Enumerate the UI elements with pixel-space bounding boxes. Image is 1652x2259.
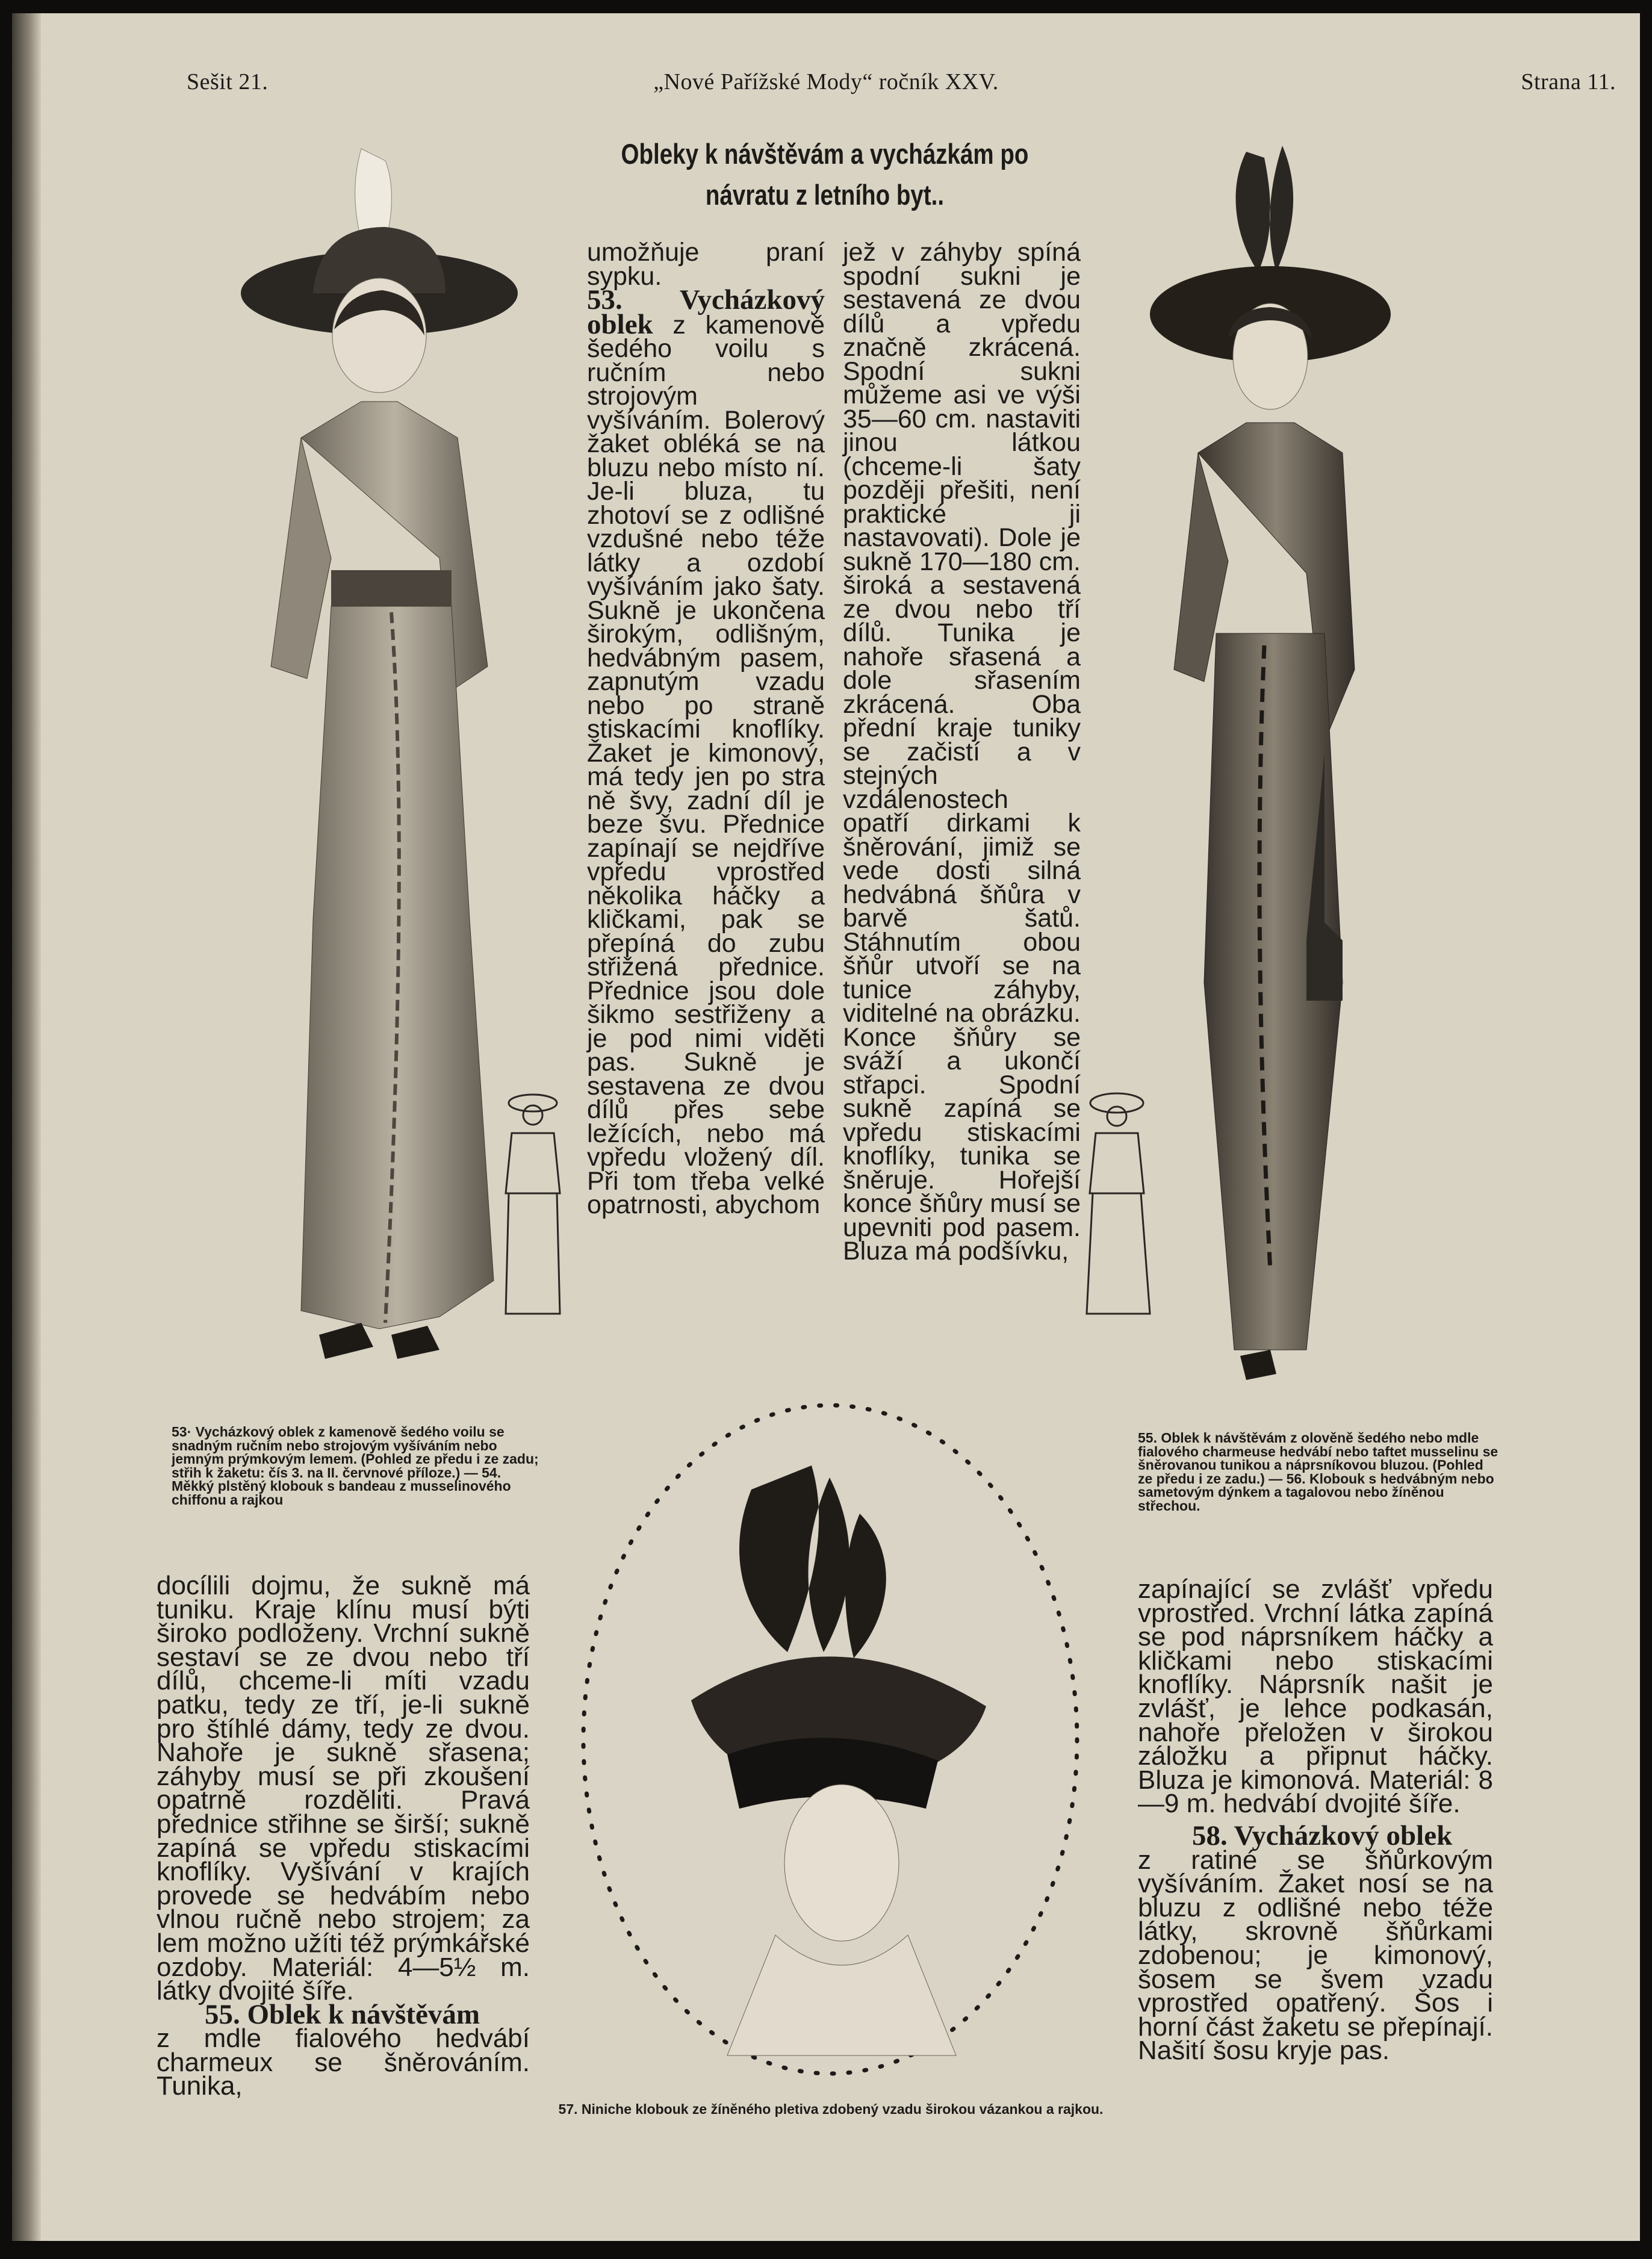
column1-intro: umožňuje praní sypku. bbox=[587, 238, 825, 291]
issue-number: Sešit 21. bbox=[187, 69, 269, 95]
column1-section-53 bbox=[587, 284, 825, 1219]
caption-figure-53: 53· Vycházkový oblek z kamenově šedého voilu se snadným ručním nebo strojovým vyšíváním nebo jemným prýmkovým lemem. (Pohled ze předu i ze zadu; střih k žaketu: čís 3. na II. červnové příloze.) — 54. Měkký plstěný klobouk s bandeau z musselinového chiffonu a rajkou bbox=[172, 1424, 539, 1508]
article-title bbox=[593, 134, 1057, 216]
column3-heading-55: 55. Oblek k návštěvám bbox=[205, 1998, 480, 2030]
column3-text: docílili dojmu, že sukně má tuniku. Kraje klínu musí býti široko podloženy. Vrchní sukně sestaví se ze dvou nebo tří dílů, chceme-li míti vzadu patku, tedy ze tří, je-li sukně pro štíhlé dámy, tedy ze dvou. Nahoře je sukně sřasena; záhyby musí se při zkoušení opatrně rozděliti. Pravá přednice střihne se širší; sukně zapíná se vpředu stiskacími knoflíky. Vyšívání v krajích provede se hedvábím nebo vlnou ručně nebo strojem; za lem možno užíti též prýmkářské ozdoby. Materiál: 4—5½ m. látky dvojité šíře. bbox=[157, 1571, 530, 2006]
column3-section-55-text: z mdle fialového hedvábí charmeux se šněrováním. Tunika, bbox=[157, 2024, 530, 2101]
page-binding-shadow bbox=[12, 13, 41, 2241]
text-column-3 bbox=[157, 1571, 530, 2101]
caption-figure-57: 57. Niniche klobouk ze žíněného pletiva zdobený vzadu širokou vázankou a rajkou. bbox=[558, 2101, 1104, 2117]
text-column-4 bbox=[1138, 1574, 1493, 2066]
figure-54-back-view-sketch bbox=[494, 1073, 572, 1326]
figure-55-visiting-dress bbox=[1126, 140, 1421, 1422]
figure-57-hat-portrait-frame bbox=[571, 1393, 1090, 2086]
column4-text: zapínající se zvlášť vpředu vprostřed. Vrchní látka zapíná se pod náprsníkem háčky a kličkami nebo stiskacími knoflíky. Náprsník našit je zvlášť, je lehce podkasán, nahoře přeložen v širokou záložku a připnut háčky. Bluza je kimonová. Materiál: 8—9 m. hedvábí dvojité šíře. bbox=[1138, 1574, 1493, 1819]
column4-heading-58: 58. Vycházkový oblek bbox=[1192, 1819, 1453, 1851]
text-column-1 bbox=[587, 238, 825, 1219]
column4-section-58-text: z ratiné se šňůrkovým vyšíváním. Žaket nosí se na bluzu z odlišné nebo téže látky, skrovně šňůrkami zdobenou; je kimonový, šosem se švem vzadu vprostřed opatřený. Šos i horní část žaketu se přepínají. Našití šosu kryje pas. bbox=[1138, 1845, 1493, 2066]
column1-section-53-text: z kamenově šedého voilu s ručním nebo strojovým vyšíváním. Bolerový žaket obléká se na bluzu nebo místo ní. Je-li bluza, tu zhotoví se z odlišné vzdušné nebo téže látky a ozdobí vyšíváním jako šaty. Sukně je ukončena širokým, odlišným, hedvábným pasem, zapnutým vzadu nebo po straně stiskacími knoflíky. Žaket je kimonový, má tedy jen po stra ně švy, zadní díl je beze švu. Přednice zapínají se nejdříve vpředu vprostřed několika háčky a kličkami, pak se přepíná do zubu střižená přednice. Přednice jsou dole šikmo sestřiženy a je pod nimi viděti pas. Sukně je sestavena ze dvou dílů přes sebe ležících, nebo má vpředu vložený díl. Při tom třeba velké opatrnosti, abychom bbox=[587, 310, 825, 1219]
figure-56-back-view-sketch bbox=[1072, 1073, 1168, 1326]
heading-53: 53. Vycházkový oblek bbox=[587, 284, 825, 340]
running-title: „Nové Pařížské Mody“ ročník XXV. bbox=[653, 69, 999, 95]
page-number: Strana 11. bbox=[1521, 69, 1616, 95]
caption-figure-55: 55. Oblek k návštěvám z olověně šedého nebo mdle fialového charmeuse hedvábí nebo taftet musselinu se šněrovanou tunikou a náprsníkovou bluzou. (Pohled ze předu i ze zadu.) — 56. Klobouk s hedvábným nebo sametovým dýnkem a tagalovou nebo žíněnou střechou. bbox=[1138, 1430, 1498, 1514]
text-column-2 bbox=[843, 238, 1081, 1266]
article-title-line1: Obleky k návštěvám a vycházkám po bbox=[621, 138, 1029, 170]
article-title-line2: návratu z letního byt.. bbox=[705, 179, 945, 211]
magazine-page bbox=[12, 13, 1640, 2241]
column2-text: jež v záhyby spíná spodní sukni je sestavená ze dvou dílů a vpředu značně zkrácená. Spodní sukni můžeme asi ve výši 35—60 cm. nastaviti jinou látkou (chceme-li šaty později přešiti, není praktické ji nastavovati). Dole je sukně 170—180 cm. široká a sestavená ze dvou nebo tří dílů. Tunika je nahoře sřasená a dole sřasením zkrácená. Oba přední kraje tuniky se začistí a v stejných vzdálenostech opatří dirkami k šněrování, jimiž se vede dosti silná hedvábná šňůra v barvě šatů. Stáhnutím obou šňůr utvoří se na tunice záhyby, viditelné na obrázku. Konce šňůry se sváží a ukončí střapci. Spodní sukně zapíná se vpředu stiskacími knoflíky, tunika se šněruje. Hořejší konce šňůry musí se upevniti pod pasem. Bluza má podšívku, bbox=[843, 238, 1081, 1266]
